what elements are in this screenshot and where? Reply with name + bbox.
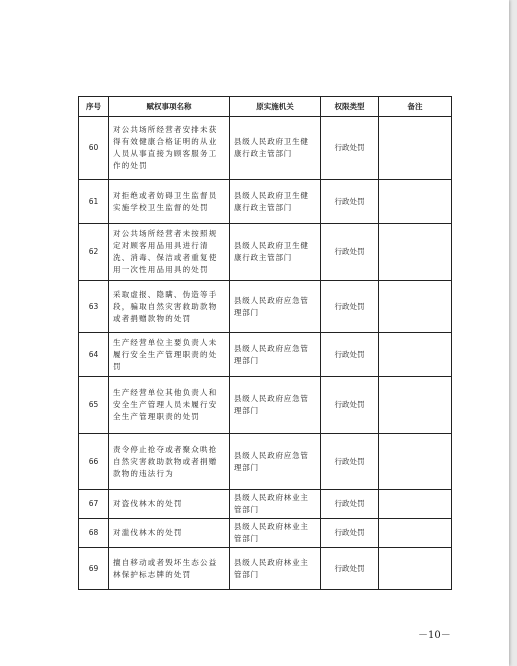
header-remarks: 备注 bbox=[379, 97, 452, 117]
table-row bbox=[79, 224, 452, 281]
item-name: 责令停止抢夺或者聚众哄抢自然灾害救助款物或者捐赠款物的违法行为 bbox=[109, 434, 230, 490]
row-number: 63 bbox=[79, 281, 109, 333]
item-name: 对盗伐林木的处罚 bbox=[109, 490, 230, 519]
permission-type: 行政处罚 bbox=[321, 519, 379, 548]
permission-type: 行政处罚 bbox=[321, 180, 379, 224]
implementing-agency: 县级人民政府林业主管部门 bbox=[230, 519, 321, 548]
remarks-cell bbox=[379, 281, 452, 333]
permission-type: 行政处罚 bbox=[321, 434, 379, 490]
table-row bbox=[79, 333, 452, 377]
table-row bbox=[79, 519, 452, 548]
remarks-cell bbox=[379, 490, 452, 519]
page-number: －10－ bbox=[418, 630, 451, 641]
header-permission-type: 权限类型 bbox=[321, 97, 379, 117]
row-number: 69 bbox=[79, 548, 109, 590]
remarks-cell bbox=[379, 434, 452, 490]
remarks-cell bbox=[379, 519, 452, 548]
row-number: 67 bbox=[79, 490, 109, 519]
item-name: 对公共场所经营者未按照规定对顾客用品用具进行清洗、消毒、保洁或者重复使用一次性用品用具的处罚 bbox=[109, 224, 230, 281]
implementing-agency: 县级人民政府应急管理部门 bbox=[230, 377, 321, 434]
implementing-agency: 县级人民政府林业主管部门 bbox=[230, 548, 321, 590]
item-name: 对公共场所经营者安排未获得有效健康合格证明的从业人员从事直接为顾客服务工作的处罚 bbox=[109, 117, 230, 180]
remarks-cell bbox=[379, 180, 452, 224]
permission-type: 行政处罚 bbox=[321, 490, 379, 519]
item-name: 对拒绝或者妨碍卫生监督员实施学校卫生监督的处罚 bbox=[109, 180, 230, 224]
table-row bbox=[79, 377, 452, 434]
row-number: 68 bbox=[79, 519, 109, 548]
permission-type: 行政处罚 bbox=[321, 224, 379, 281]
row-number: 60 bbox=[79, 117, 109, 180]
implementing-agency: 县级人民政府卫生健康行政主管部门 bbox=[230, 180, 321, 224]
table-header-row bbox=[79, 97, 452, 117]
item-name: 生产经营单位主要负责人未履行安全生产管理职责的处罚 bbox=[109, 333, 230, 377]
table-row bbox=[79, 434, 452, 490]
table-row bbox=[79, 548, 452, 590]
remarks-cell bbox=[379, 224, 452, 281]
table-row bbox=[79, 117, 452, 180]
implementing-agency: 县级人民政府卫生健康行政主管部门 bbox=[230, 117, 321, 180]
remarks-cell bbox=[379, 117, 452, 180]
remarks-cell bbox=[379, 548, 452, 590]
table-row bbox=[79, 281, 452, 333]
implementing-agency: 县级人民政府林业主管部门 bbox=[230, 490, 321, 519]
authority-table bbox=[78, 96, 452, 590]
permission-type: 行政处罚 bbox=[321, 548, 379, 590]
permission-type: 行政处罚 bbox=[321, 281, 379, 333]
remarks-cell bbox=[379, 377, 452, 434]
row-number: 66 bbox=[79, 434, 109, 490]
row-number: 65 bbox=[79, 377, 109, 434]
item-name: 对滥伐林木的处罚 bbox=[109, 519, 230, 548]
item-name: 采取虚报、隐瞒、伪造等手段，骗取自然灾害救助款物或者捐赠款物的处罚 bbox=[109, 281, 230, 333]
permission-type: 行政处罚 bbox=[321, 377, 379, 434]
item-name: 生产经营单位其他负责人和安全生产管理人员未履行安全生产管理职责的处罚 bbox=[109, 377, 230, 434]
header-original-authority: 原实施机关 bbox=[230, 97, 321, 117]
implementing-agency: 县级人民政府应急管理部门 bbox=[230, 434, 321, 490]
permission-type: 行政处罚 bbox=[321, 333, 379, 377]
implementing-agency: 县级人民政府应急管理部门 bbox=[230, 333, 321, 377]
table-row bbox=[79, 180, 452, 224]
permission-type: 行政处罚 bbox=[321, 117, 379, 180]
header-item-name: 赋权事项名称 bbox=[109, 97, 230, 117]
header-serial-number: 序号 bbox=[79, 97, 109, 117]
table-row bbox=[79, 490, 452, 519]
remarks-cell bbox=[379, 333, 452, 377]
row-number: 61 bbox=[79, 180, 109, 224]
implementing-agency: 县级人民政府卫生健康行政主管部门 bbox=[230, 224, 321, 281]
item-name: 擅自移动或者毁坏生态公益林保护标志牌的处罚 bbox=[109, 548, 230, 590]
implementing-agency: 县级人民政府应急管理部门 bbox=[230, 281, 321, 333]
row-number: 62 bbox=[79, 224, 109, 281]
row-number: 64 bbox=[79, 333, 109, 377]
